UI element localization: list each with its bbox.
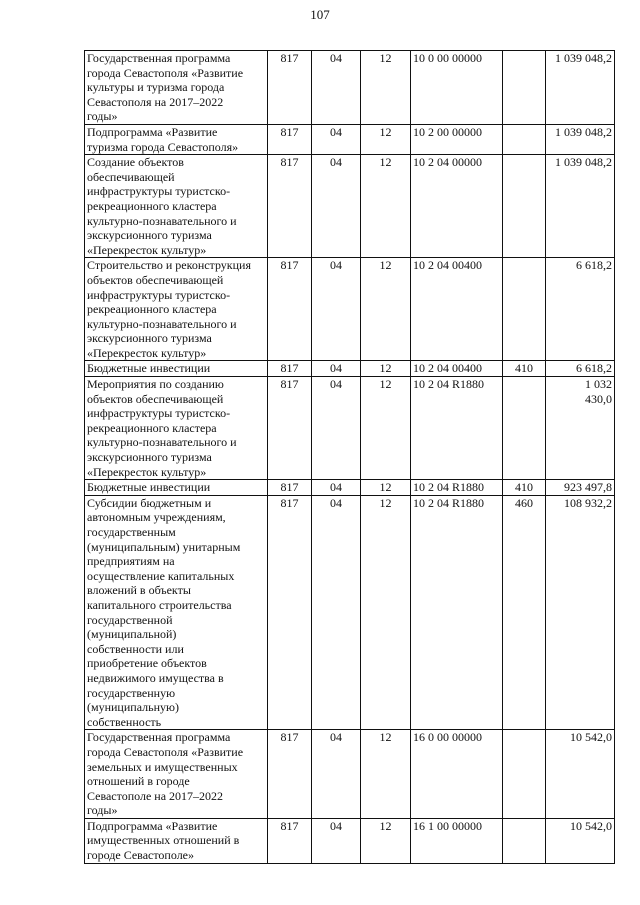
expense-type-cell: 410	[503, 361, 546, 377]
item-name-cell: Создание объектов обеспечивающей инфраструктуры туристско- рекреационного кластера культурно-познавательного и экскурсионного туризма «Перекресток культур»	[85, 155, 268, 258]
subsection-code-cell: 12	[361, 155, 411, 258]
budget-table	[84, 50, 615, 864]
section-code-cell: 04	[312, 377, 361, 480]
item-name-cell: Государственная программа города Севастополя «Развитие культуры и туризма города Севастополя на 2017–2022 годы»	[85, 51, 268, 125]
item-name-cell: Государственная программа города Севастополя «Развитие земельных и имущественных отношений в городе Севастополе на 2017–2022 годы»	[85, 730, 268, 819]
amount-cell: 10 542,0	[546, 818, 615, 863]
subsection-code-cell: 12	[361, 730, 411, 819]
table-row	[85, 377, 615, 480]
ministry-code-cell: 817	[268, 361, 312, 377]
target-article-cell: 10 2 04 00400	[411, 258, 503, 361]
section-code-cell: 04	[312, 258, 361, 361]
ministry-code-cell: 817	[268, 730, 312, 819]
expense-type-cell: 410	[503, 480, 546, 496]
item-name-cell: Подпрограмма «Развитие туризма города Севастополя»	[85, 124, 268, 154]
target-article-cell: 16 0 00 00000	[411, 730, 503, 819]
item-name-cell: Подпрограмма «Развитие имущественных отношений в городе Севастополе»	[85, 818, 268, 863]
table-row	[85, 818, 615, 863]
expense-type-cell	[503, 51, 546, 125]
item-name-cell: Мероприятия по созданию объектов обеспечивающей инфраструктуры туристско- рекреационного кластера культурно-познавательного и экскурсионного туризма «Перекресток культур»	[85, 377, 268, 480]
table-row	[85, 155, 615, 258]
subsection-code-cell: 12	[361, 361, 411, 377]
page-number: 107	[310, 7, 330, 22]
section-code-cell: 04	[312, 361, 361, 377]
subsection-code-cell: 12	[361, 124, 411, 154]
expense-type-cell	[503, 818, 546, 863]
amount-cell: 108 932,2	[546, 495, 615, 730]
section-code-cell: 04	[312, 155, 361, 258]
expense-type-cell	[503, 155, 546, 258]
amount-cell: 10 542,0	[546, 730, 615, 819]
expense-type-cell	[503, 377, 546, 480]
amount-cell: 6 618,2	[546, 361, 615, 377]
amount-cell: 6 618,2	[546, 258, 615, 361]
item-name-cell: Субсидии бюджетным и автономным учреждениям, государственным (муниципальным) унитарным предприятиям на осуществление капитальных вложений в объекты капитального строительства государственной (муниципальной) собственности или приобретение объектов недвижимого имущества в государственную (муниципальную) собственность	[85, 495, 268, 730]
table-row	[85, 495, 615, 730]
table-row	[85, 480, 615, 496]
ministry-code-cell: 817	[268, 818, 312, 863]
expense-type-cell: 460	[503, 495, 546, 730]
item-name-cell: Строительство и реконструкция объектов обеспечивающей инфраструктуры туристско- рекреационного кластера культурно-познавательного и экскурсионного туризма «Перекресток культур»	[85, 258, 268, 361]
target-article-cell: 10 0 00 00000	[411, 51, 503, 125]
table-row	[85, 124, 615, 154]
ministry-code-cell: 817	[268, 124, 312, 154]
subsection-code-cell: 12	[361, 495, 411, 730]
table-row	[85, 730, 615, 819]
expense-type-cell	[503, 124, 546, 154]
target-article-cell: 10 2 04 R1880	[411, 377, 503, 480]
section-code-cell: 04	[312, 124, 361, 154]
expense-type-cell	[503, 730, 546, 819]
subsection-code-cell: 12	[361, 818, 411, 863]
section-code-cell: 04	[312, 730, 361, 819]
target-article-cell: 10 2 04 R1880	[411, 480, 503, 496]
item-name-cell: Бюджетные инвестиции	[85, 480, 268, 496]
amount-cell: 1 039 048,2	[546, 51, 615, 125]
amount-cell: 1 032 430,0	[546, 377, 615, 480]
ministry-code-cell: 817	[268, 377, 312, 480]
amount-cell: 923 497,8	[546, 480, 615, 496]
target-article-cell: 10 2 04 00400	[411, 361, 503, 377]
ministry-code-cell: 817	[268, 480, 312, 496]
section-code-cell: 04	[312, 818, 361, 863]
ministry-code-cell: 817	[268, 51, 312, 125]
target-article-cell: 16 1 00 00000	[411, 818, 503, 863]
section-code-cell: 04	[312, 51, 361, 125]
table-row	[85, 258, 615, 361]
target-article-cell: 10 2 04 00000	[411, 155, 503, 258]
section-code-cell: 04	[312, 495, 361, 730]
budget-table-body	[85, 51, 615, 864]
section-code-cell: 04	[312, 480, 361, 496]
target-article-cell: 10 2 04 R1880	[411, 495, 503, 730]
subsection-code-cell: 12	[361, 377, 411, 480]
subsection-code-cell: 12	[361, 51, 411, 125]
amount-cell: 1 039 048,2	[546, 124, 615, 154]
item-name-cell: Бюджетные инвестиции	[85, 361, 268, 377]
ministry-code-cell: 817	[268, 258, 312, 361]
subsection-code-cell: 12	[361, 258, 411, 361]
subsection-code-cell: 12	[361, 480, 411, 496]
expense-type-cell	[503, 258, 546, 361]
amount-cell: 1 039 048,2	[546, 155, 615, 258]
target-article-cell: 10 2 00 00000	[411, 124, 503, 154]
table-row	[85, 51, 615, 125]
ministry-code-cell: 817	[268, 495, 312, 730]
table-row	[85, 361, 615, 377]
ministry-code-cell: 817	[268, 155, 312, 258]
